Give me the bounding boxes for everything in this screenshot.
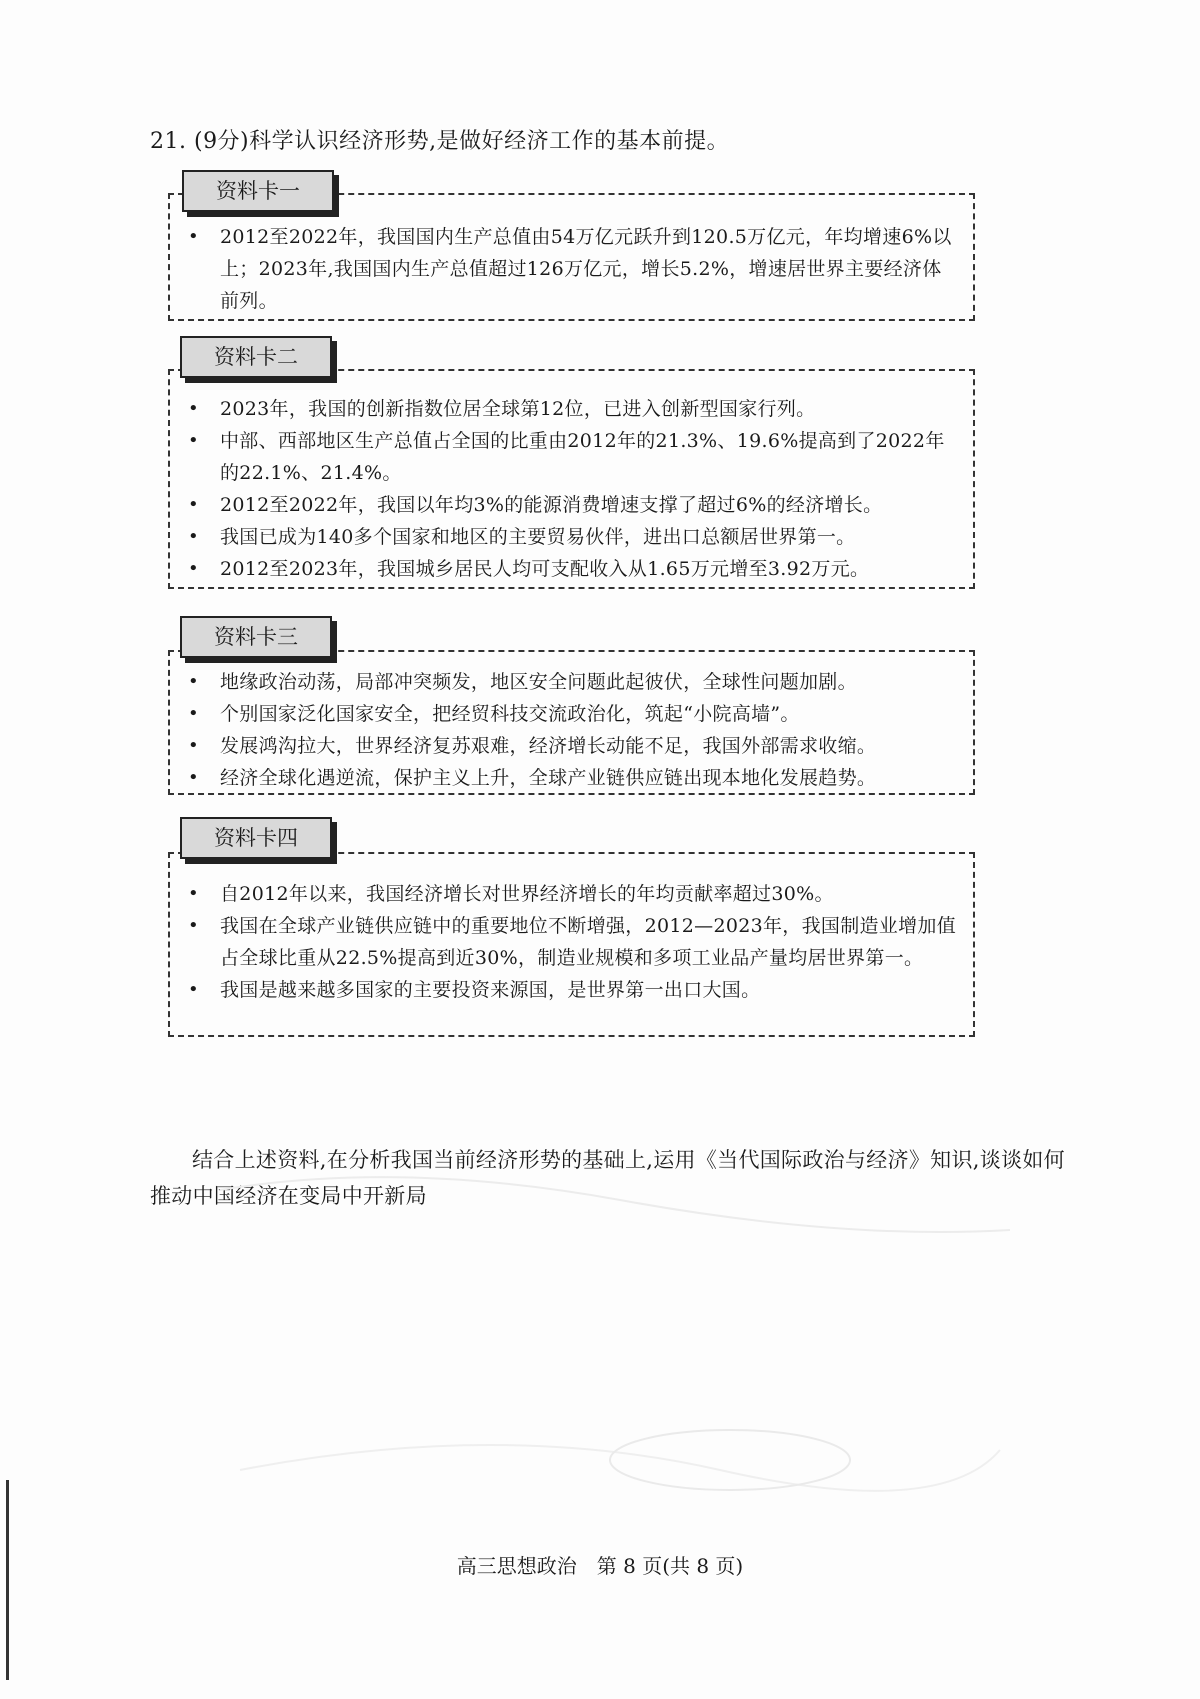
- card-title-4: 资料卡四: [180, 817, 332, 859]
- list-item: • 发展鸿沟拉大，世界经济复苏艰难，经济增长动能不足，我国外部需求收缩。: [170, 730, 973, 762]
- list-item: • 中部、西部地区生产总值占全国的比重由2012年的21.3%、19.6%提高到了2022年的22.1%、21.4%。: [170, 425, 973, 489]
- scan-edge-mark: [6, 1480, 9, 1680]
- list-item: • 2023年，我国的创新指数位居全球第12位，已进入创新型国家行列。: [170, 393, 973, 425]
- list-item: • 2012至2022年，我国以年均3%的能源消费增速支撑了超过6%的经济增长。: [170, 489, 973, 521]
- page-footer: 高三思想政治 第 8 页(共 8 页): [456, 1554, 744, 1578]
- card-3-list: [170, 666, 973, 794]
- instruction-text: 结合上述资料,在分析我国当前经济形势的基础上,运用《当代国际政治与经济》知识,谈谈如何推动中国经济在变局中开新局: [150, 1148, 1065, 1208]
- card-title-3: 资料卡三: [180, 616, 332, 658]
- list-item: • 我国在全球产业链供应链中的重要地位不断增强，2012—2023年，我国制造业增加值占全球比重从22.5%提高到近30%，制造业规模和多项工业品产量均居世界第一。: [170, 910, 973, 974]
- card-4-list: [170, 878, 973, 1006]
- card-box-4: [168, 852, 975, 1037]
- list-item: • 2012至2022年，我国国内生产总值由54万亿元跃升到120.5万亿元，年均增速6%以上；2023年,我国国内生产总值超过126万亿元，增长5.2%，增速居世界主要经济体前列。: [170, 221, 973, 317]
- card-title-1: 资料卡一: [182, 170, 334, 212]
- list-item: • 个别国家泛化国家安全，把经贸科技交流政治化，筑起“小院高墙”。: [170, 698, 973, 730]
- faint-bleedthrough-sketch: [200, 1170, 1030, 1500]
- card-title-2: 资料卡二: [180, 336, 332, 378]
- list-item: • 经济全球化遇逆流，保护主义上升，全球产业链供应链出现本地化发展趋势。: [170, 762, 973, 794]
- list-item: • 我国是越来越多国家的主要投资来源国，是世界第一出口大国。: [170, 974, 973, 1006]
- card-box-2: [168, 369, 975, 589]
- question-stem: 21. (9分)科学认识经济形势,是做好经济工作的基本前提。: [150, 129, 730, 154]
- card-1-list: [170, 221, 973, 317]
- card-box-1: [168, 193, 975, 321]
- card-2-list: [170, 393, 973, 585]
- card-box-3: [168, 650, 975, 795]
- list-item: • 地缘政治动荡，局部冲突频发，地区安全问题此起彼伏，全球性问题加剧。: [170, 666, 973, 698]
- list-item: • 2012至2023年，我国城乡居民人均可支配收入从1.65万元增至3.92万元。: [170, 553, 973, 585]
- list-item: • 我国已成为140多个国家和地区的主要贸易伙伴，进出口总额居世界第一。: [170, 521, 973, 553]
- list-item: • 自2012年以来，我国经济增长对世界经济增长的年均贡献率超过30%。: [170, 878, 973, 910]
